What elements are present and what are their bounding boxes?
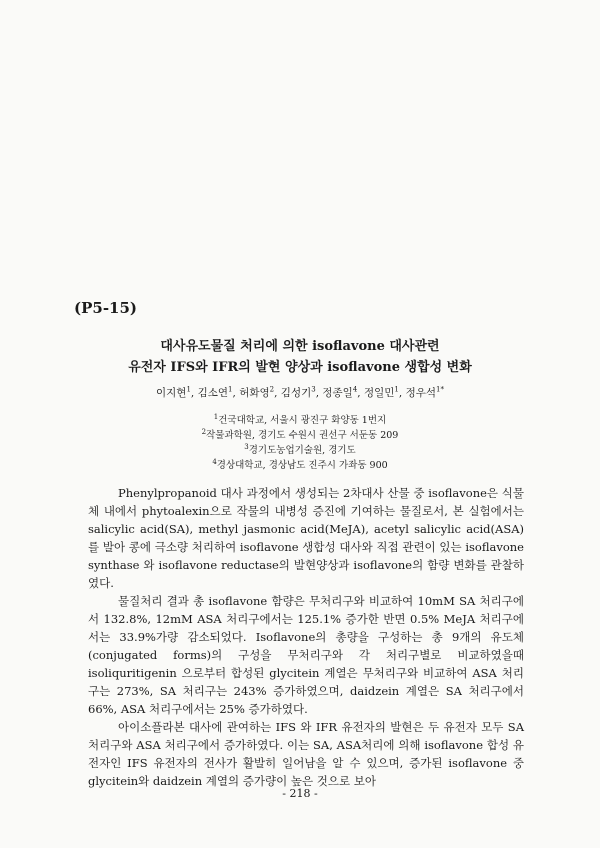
author: 정일민$^1$, [363, 385, 406, 399]
affiliation: $^2$작물과학원, 경기도 수원시 권선구 서둔동 209 [201, 427, 399, 441]
author: 김성기$^3$, [280, 385, 323, 399]
abstract-body [88, 484, 524, 790]
author: 정종일$^4$, [322, 385, 364, 399]
page-number: - 218 - [282, 787, 318, 800]
title-line-2: 유전자 IFS와 IFR의 발현 양상과 isoflavone 생합성 변화 [128, 360, 472, 375]
body-paragraph: 아이소플라본 대사에 관여하는 IFS 와 IFR 유전자의 발현은 두 유전자 모두 SA 처리구와 ASA 처리구에서 증가하였다. 이는 SA, ASA처리에 의해 isoflavone 합성 유전자인 IFS 유전자의 전사가 활발히 일어남을 알 수 있으며, 증가된 isoflavone 중 glycitein와 daidzein 계열의 증가량이 높은 것으로 보아 [88, 720, 524, 788]
author: 김소연$^1$, [197, 385, 240, 399]
author: 이지현$^1$, [156, 385, 198, 399]
author: 정우석$^{1*}$ [405, 385, 444, 399]
abstract-code: (P5-15) [74, 299, 138, 317]
affiliation: $^3$경기도농업기술원, 경기도 [244, 442, 356, 456]
affiliation: $^4$경상대학교, 경상남도 진주시 가좌동 900 [212, 457, 388, 471]
body-paragraph: Phenylpropanoid 대사 과정에서 생성되는 2차대사 산물 중 isoflavone은 식물체 내에서 phytoalexin으로 작물의 내병성 증진에 기여하는 물질로서, 본 실험에서는 salicylic acid(SA), methyl jasmonic acid(MeJA), acetyl salicylic acid(ASA)를 발아 콩에 극소량 처리하여 isoflavone 생합성 대사와 직접 관련이 있는 isoflavone synthase 와 isoflavone reductase의 발현양상과 isoflavone의 함량 변화를 관찰하였다. [88, 486, 524, 590]
title-line-1: 대사유도물질 처리에 의한 isoflavone 대사관련 [160, 339, 440, 354]
affiliation: $^1$건국대학교, 서울시 광진구 화양동 1번지 [213, 412, 387, 426]
author: 허화영$^2$, [239, 385, 281, 399]
body-paragraph: 물질처리 결과 총 isoflavone 함량은 무처리구와 비교하여 10mM SA 처리구에서 132.8%, 12mM ASA 처리구에서는 125.1% 증가한 반면 0.5% MeJA 처리구에서는 33.9%가량 감소되었다. Isoflavone의 총량을 구성하는 총 9개의 유도체(conjugated forms)의 구성을 무처리구와 각 처리구별로 비교하였을때 isoliquritigenin 으로부터 합성된 glycitein 계열은 무처리구와 비교하여 ASA 처리구는 273%, SA 처리구는 243% 증가하였으며, daidzein 계열은 SA 처리구에서 66%, ASA 처리구에서는 25% 증가하였다. [88, 594, 524, 716]
author-list [90, 385, 510, 400]
